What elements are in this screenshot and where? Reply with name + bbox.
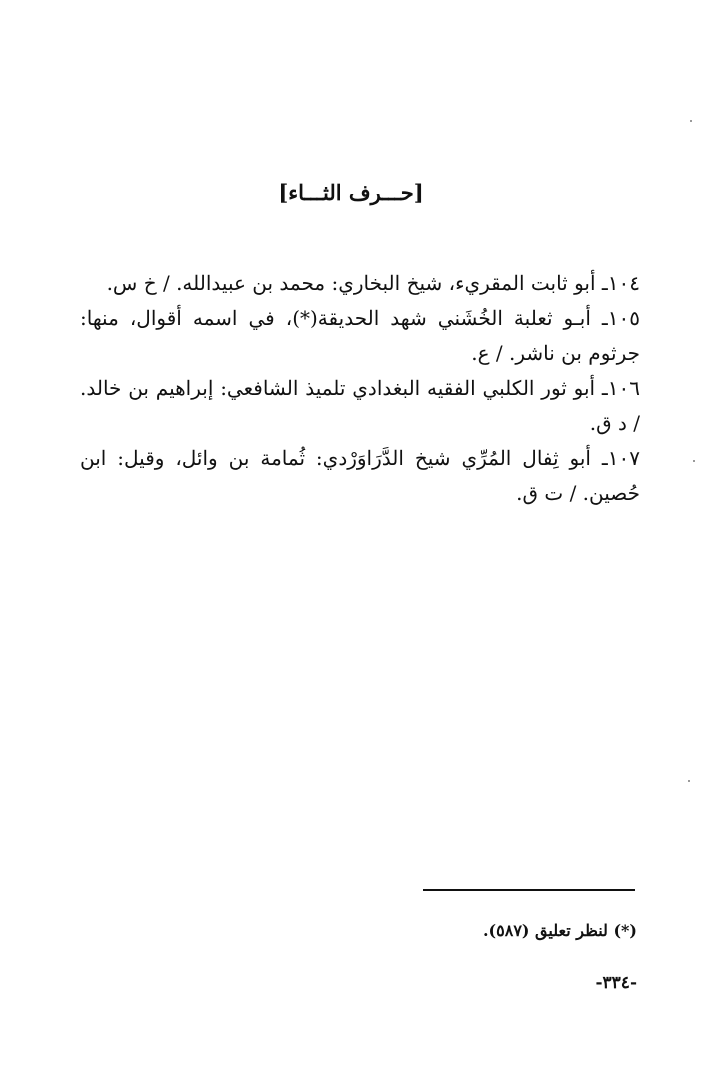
entries-list [80, 266, 640, 511]
entry-106: ١٠٦ـ أبو ثور الكلبي الفقيه البغدادي تلميذ الشافعي: إبراهيم بن خالد. / د ق. [80, 376, 640, 435]
scan-speck [693, 460, 695, 462]
scan-speck [690, 120, 692, 122]
footnote-divider [423, 889, 635, 891]
page-number: -٣٣٤- [595, 973, 637, 993]
entry-107: ١٠٧ـ أبو ثِفال المُرِّي شيخ الدَّرَاوَرْدي: ثُمامة بن وائل، وقيل: ابن حُصين. / ت ق. [80, 446, 640, 505]
entry-104: ١٠٤ـ أبو ثابت المقريء، شيخ البخاري: محمد بن عبيدالله. / خ س. [106, 271, 640, 295]
scan-speck [688, 780, 690, 782]
footnote: (*) لنظر تعليق (٥٨٧). [482, 921, 637, 940]
section-heading: [حـــرف الثـــاء] [278, 180, 424, 205]
entry-105: ١٠٥ـ أبـو ثعلبة الخُشَني شهد الحديقة(*)، في اسمه أقوال، منها: جرثوم بن ناشر. / ع. [80, 306, 640, 365]
